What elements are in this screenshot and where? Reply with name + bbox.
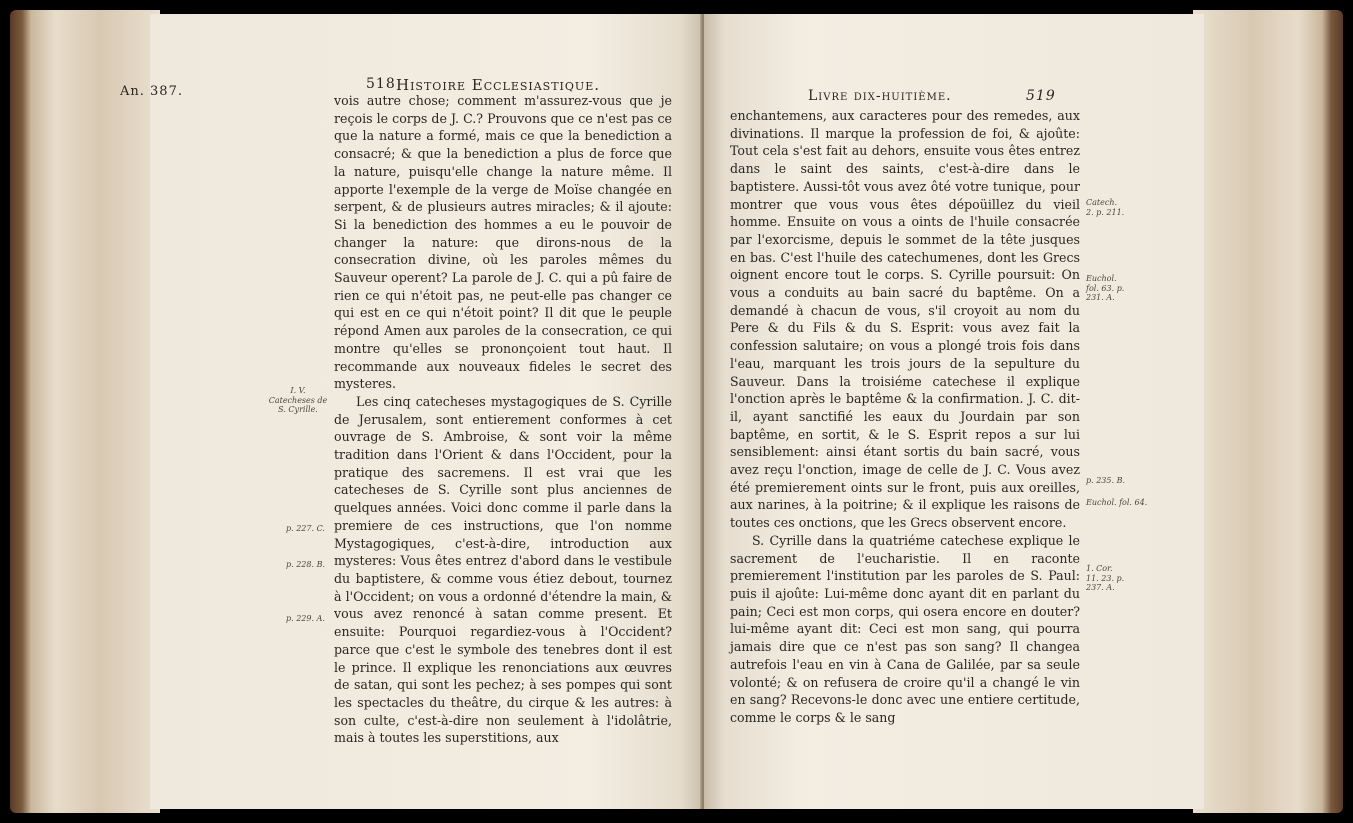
left-paragraph-1: vois autre chose; comment m'assurez-vous que je reçois le corps de J. C.? Prouvons que ce n'est pas ce que la nature a formé, mais ce que la benediction a consacré; & que la benediction a plus de force que la nature, puisqu'elle change la nature même. Il apporte l'exemple de la verge de Moïse changée en serpent, & de plusieurs autres miracles; & il ajoute: Si la benediction des hommes a eu le pouvoir de changer la nature: que dirons-nous de la consecration divine, où les paroles mêmes du Sauveur operent? La parole de J. C. qui a pû faire de rien ce qui n'étoit pas, ne peut-elle pas changer ce qui est en ce qui n'étoit point? Il dit que le peuple répond Amen aux paroles de la consecration, ce qui montre qu'elles se prononçoient tout haut. Il recommande aux nouveaux fideles le secret des mysteres.	[334, 93, 672, 392]
year-label: An. 387.	[120, 84, 183, 99]
margin-note-p229: p. 229. A.	[286, 614, 325, 623]
margin-note-catecheses: I. V. Catecheses de S. Cyrille.	[268, 386, 328, 414]
book-edge-right	[1193, 10, 1343, 813]
right-page	[704, 14, 1204, 809]
margin-note-euchol64: Euchol. fol. 64.	[1086, 498, 1148, 507]
margin-note-catech2: Catech. 2. p. 211.	[1086, 198, 1125, 217]
right-text-column	[730, 107, 1080, 727]
margin-note-p228: p. 228. B.	[286, 560, 325, 569]
right-running-head: Livre dix-huitième.	[808, 88, 952, 104]
margin-note-p235: p. 235. B.	[1086, 476, 1125, 485]
margin-note-euchol63: Euchol. fol. 63. p. 231. A.	[1086, 274, 1125, 302]
right-paragraph-2: S. Cyrille dans la quatriéme catechese explique le sacrement de l'eucharistie. Il en raconte premierement l'institution par les paroles de S. Paul: puis il ajoûte: Lui-même donc ayant dit en parlant du pain; Ceci est mon corps, qui osera encore en douter? lui-même ayant dit: Ceci est mon sang, qui pourra jamais dire que ce n'est pas son sang? Il changea autrefois l'eau en vin à Cana de Galilée, par sa seule volonté; & on refusera de croire qu'il a changé le vin en sang? Recevons-le donc avec une entiere certitude, comme le corps & le sang	[730, 532, 1080, 725]
left-page-number: 518	[366, 76, 396, 92]
left-running-head: Histoire Ecclesiastique.	[396, 76, 600, 94]
left-text-column	[334, 92, 672, 747]
right-page-number: 519	[1026, 88, 1056, 104]
book-edge-left	[10, 10, 160, 813]
margin-note-1cor: 1. Cor. 11. 23. p. 237. A.	[1086, 564, 1125, 592]
margin-note-p227: p. 227. C.	[286, 524, 325, 533]
left-page	[120, 14, 702, 809]
left-paragraph-2: Les cinq catecheses mystagogiques de S. Cyrille de Jerusalem, sont entierement conformes à cet ouvrage de S. Ambroise, & sont voir la même tradition dans l'Orient & dans l'Occident, pour la pratique des sacremens. Il est vrai que les catecheses de S. Cyrille sont plus anciennes de quelques années. Voici donc comme il parle dans la premiere de ces instructions, que l'on nomme Mystagogiques, c'est-à-dire, introduction aux mysteres: Vous êtes entrez d'abord dans le vestibule du baptistere, & comme vous étiez debout, tournez à l'Occident; on vous a ordonné d'étendre la main, & vous avez renoncé à satan comme present. Et ensuite: Pourquoi regardiez-vous à l'Occident? parce que c'est le symbole des tenebres dont il est le prince. Il explique les renonciations aux œuvres de satan, qui sont les pechez; à ses pompes qui sont les spectacles du theâtre, du cirque & les autres: à son culte, c'est-à-dire non seulement à l'idolâtrie, mais à toutes les superstitions, aux	[334, 393, 672, 746]
right-paragraph-1: enchantemens, aux caracteres pour des remedes, aux divinations. Il marque la profession de foi, & ajoûte: Tout cela s'est fait au dehors, ensuite vous êtes entrez dans le saint des saints, c'est-à-dire dans le baptistere. Aussi-tôt vous avez ôté votre tunique, pour montrer que vous vous êtes dépoüillez du vieil homme. Ensuite on vous a oints de l'huile consacrée par l'exorcisme, depuis le sommet de la tête jusques en bas. C'est l'huile des catechumenes, dont les Grecs oignent encore tout le corps. S. Cyrille poursuit: On vous a conduits au bain sacré du baptême. On a demandé à chacun de vous, s'il croyoit au nom du Pere & du Fils & du S. Esprit: vous avez fait la confession salutaire; on vous a plongé trois fois dans l'eau, marquant les trois jours de la sepulture du Sauveur. Dans la troisiéme catechese il explique l'onction après le baptême & la confirmation. J. C. dit-il, ayant sanctifié les eaux du Jourdain par son baptême, en sortit, & le S. Esprit repos a sur lui sensiblement: ainsi étant sortis du bain sacré, vous avez reçu l'onction, image de celle de J. C. Vous avez été premierement oints sur le front, puis aux oreilles, aux narines, à la poitrine; & il explique les raisons de toutes ces onctions, que les Grecs observent encore.	[730, 108, 1080, 531]
